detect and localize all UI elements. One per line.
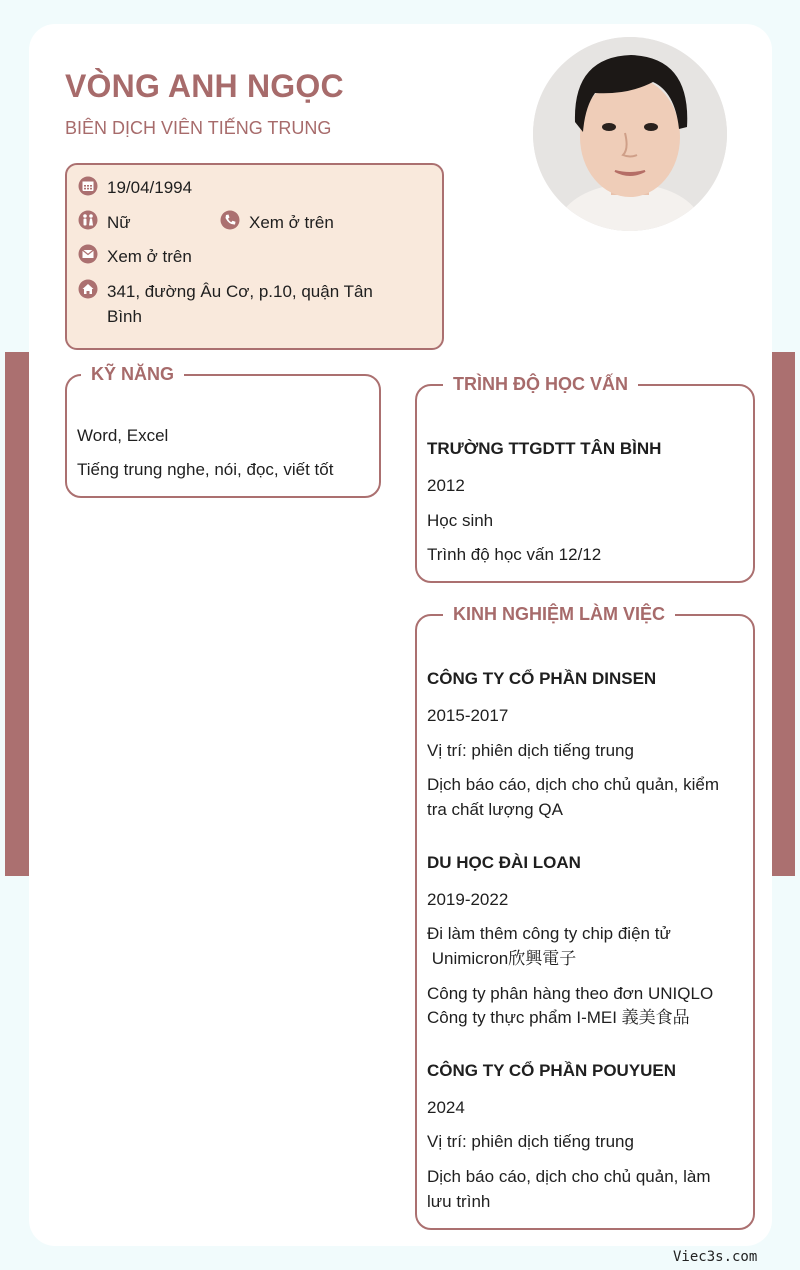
right-accent-band	[771, 352, 795, 876]
job-period: 2019-2022	[427, 890, 509, 909]
education-detail: Trình độ học vấn 12/12	[427, 545, 602, 564]
phone: Xem ở trên	[249, 213, 334, 232]
footer-brand: Viec3s.com	[673, 1249, 758, 1265]
job-line: Dịch báo cáo, dịch cho chủ quản, làm	[427, 1167, 711, 1186]
skills-title: KỸ NĂNG	[81, 362, 184, 386]
job-line: Vị trí: phiên dịch tiếng trung	[427, 741, 634, 760]
job-line: Đi làm thêm công ty chip điện tử	[427, 924, 671, 943]
address-line-2: Bình	[107, 307, 142, 326]
education-title: TRÌNH ĐỘ HỌC VẤN	[443, 372, 638, 396]
job-line: Dịch báo cáo, dịch cho chủ quản, kiểm	[427, 775, 720, 794]
job-title: BIÊN DỊCH VIÊN TIẾNG TRUNG	[65, 118, 332, 138]
left-accent-band	[5, 352, 29, 876]
job-line: tra chất lượng QA	[427, 800, 563, 819]
skill-item: Tiếng trung nghe, nói, đọc, viết tốt	[77, 460, 334, 479]
candidate-name: VÒNG ANH NGỌC	[65, 68, 344, 104]
job-company: DU HỌC ĐÀI LOAN	[427, 853, 581, 872]
email-icon	[78, 244, 98, 264]
job-period: 2015-2017	[427, 706, 509, 725]
personal-info-box	[65, 163, 444, 350]
experience-title: KINH NGHIỆM LÀM VIỆC	[443, 602, 675, 626]
education-year: 2012	[427, 476, 465, 495]
job-line: Unimicron欣興電子	[427, 949, 577, 968]
email: Xem ở trên	[107, 247, 192, 266]
skill-item: Word, Excel	[77, 426, 169, 445]
home-icon	[78, 279, 98, 299]
job-company: CÔNG TY CỔ PHẦN POUYUEN	[427, 1061, 677, 1080]
job-line: Công ty thực phẩm I-MEI 義美食品	[427, 1008, 690, 1027]
education-section	[415, 374, 755, 583]
calendar-icon	[78, 176, 98, 196]
gender-icon	[78, 210, 98, 230]
job-period: 2024	[427, 1098, 465, 1117]
education-role: Học sinh	[427, 511, 494, 530]
experience-section	[415, 604, 755, 1230]
address-line-1: 341, đường Âu Cơ, p.10, quận Tân	[107, 282, 373, 301]
avatar	[533, 37, 727, 231]
education-school: TRƯỜNG TTGDTT TÂN BÌNH	[427, 439, 662, 458]
job-line: Vị trí: phiên dịch tiếng trung	[427, 1132, 634, 1151]
job-line: lưu trình	[427, 1192, 491, 1211]
job-company: CÔNG TY CỔ PHẦN DINSEN	[427, 669, 657, 688]
skills-section	[65, 364, 381, 498]
birthday: 19/04/1994	[107, 178, 193, 197]
job-line: Công ty phân hàng theo đơn UNIQLO	[427, 984, 714, 1003]
gender: Nữ	[107, 213, 131, 232]
phone-icon	[220, 210, 240, 230]
